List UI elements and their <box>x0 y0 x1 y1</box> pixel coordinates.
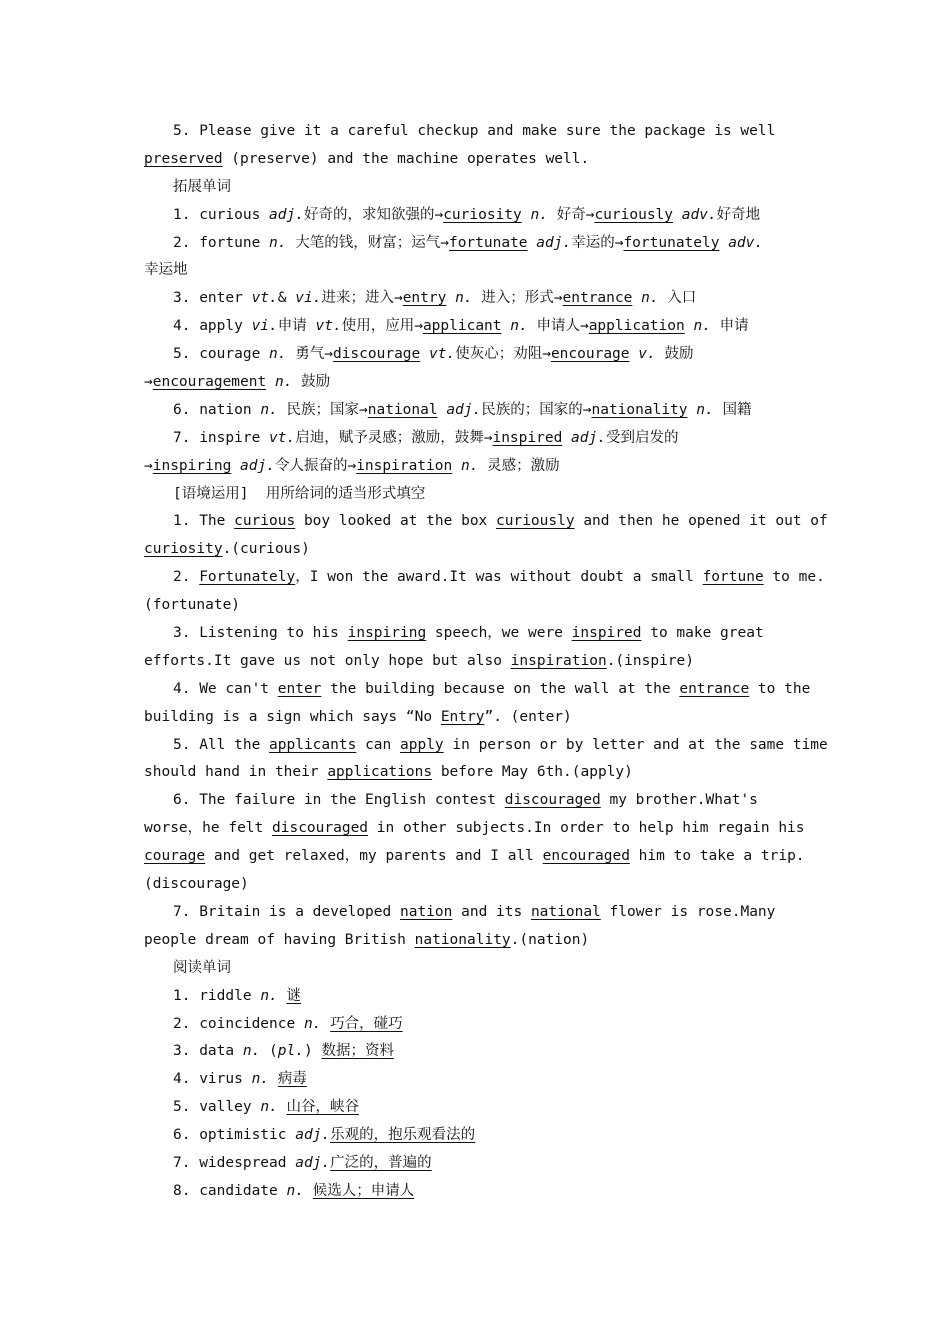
line-text: 2. coincidence <box>173 1015 304 1032</box>
text-line <box>144 341 808 369</box>
answer-text: encourage <box>550 346 630 363</box>
answer-text: entrance <box>562 290 633 307</box>
part-of-speech: n. <box>269 234 287 251</box>
part-of-speech: vt. <box>269 429 296 446</box>
line-text: 申请 <box>710 318 749 335</box>
line-text: the building because on the wall at the <box>321 680 680 697</box>
text-line <box>144 425 808 453</box>
line-text: boy looked at the box <box>295 513 497 530</box>
part-of-speech: pl. <box>277 1043 304 1060</box>
line-text: to the <box>749 680 811 697</box>
line-text: ) <box>303 1043 322 1060</box>
line-text <box>446 290 455 306</box>
line-text: 6. The failure in the English contest <box>173 792 505 809</box>
text-line <box>144 620 808 648</box>
answer-text: curiously <box>594 206 674 223</box>
line-text: 申请人→ <box>527 318 589 335</box>
text-line <box>144 704 808 732</box>
line-text: 8. candidate <box>173 1182 287 1199</box>
line-text <box>630 346 639 362</box>
answer-text: discouraged <box>504 792 601 809</box>
answer-text: curious <box>234 513 296 530</box>
part-of-speech: n. <box>286 1182 304 1199</box>
line-text: [语境运用] 用所给词的适当形式填空 <box>173 485 426 502</box>
answer-text: encouragement <box>152 374 267 391</box>
part-of-speech: adj. <box>446 401 482 418</box>
line-text: 灵感；激励 <box>478 457 560 474</box>
text-line <box>144 230 808 258</box>
line-text: & <box>277 290 296 307</box>
part-of-speech: n. <box>242 1043 261 1060</box>
line-text: 6. nation <box>173 401 261 418</box>
text-line <box>144 1066 808 1094</box>
line-text <box>502 318 511 334</box>
answer-text: discourage <box>332 346 421 363</box>
line-text: 幸运地 <box>144 262 188 279</box>
line-text: worse，he felt <box>144 820 272 837</box>
line-text: people dream of having British <box>144 931 415 948</box>
text-line <box>144 397 808 425</box>
answer-text: 数据；资料 <box>321 1043 394 1060</box>
part-of-speech: vt. <box>315 318 342 335</box>
answer-text: applicant <box>422 318 502 335</box>
line-text: should hand in their <box>144 764 328 781</box>
line-text: speech，we were <box>426 625 572 642</box>
line-text: 4. We can't <box>173 680 278 697</box>
line-text: efforts.It gave us not only hope but also <box>144 652 511 669</box>
line-text: 3. data <box>173 1043 243 1060</box>
line-text: .(nation) <box>510 931 590 948</box>
line-text: 进来；进入→ <box>321 290 403 307</box>
line-text: 7. Britain is a developed <box>173 903 400 920</box>
line-text: 勇气→ <box>286 346 333 363</box>
part-of-speech: adj. <box>536 234 572 251</box>
line-text: 5. valley <box>173 1099 261 1116</box>
line-text: 阅读单词 <box>173 959 231 976</box>
line-text: 3. enter <box>173 290 252 307</box>
text-line <box>144 1178 808 1206</box>
text-line <box>144 759 808 787</box>
text-line <box>144 1011 808 1039</box>
part-of-speech: vi. <box>251 318 278 335</box>
line-text: 民族的；国家的→ <box>481 401 592 418</box>
line-text <box>632 290 641 306</box>
text-line <box>144 676 811 704</box>
line-text: 5. All the <box>173 736 270 753</box>
text-line <box>144 983 808 1011</box>
answer-text: entry <box>402 290 447 307</box>
line-text: 幸运的→ <box>571 234 624 251</box>
line-text: 5. Please give it a careful checkup and make sure the package is well <box>173 123 776 139</box>
answer-text: courage <box>144 848 206 865</box>
line-text <box>231 458 240 474</box>
line-text: (discourage) <box>144 876 249 893</box>
line-text <box>420 346 429 362</box>
part-of-speech: n. <box>260 401 278 418</box>
part-of-speech: n. <box>269 346 287 363</box>
answer-text: 山谷，峡谷 <box>286 1099 360 1116</box>
line-text: 鼓励 <box>655 346 694 363</box>
part-of-speech: v. <box>638 346 656 363</box>
line-text <box>278 1099 287 1115</box>
answer-text: inspiring <box>347 625 427 642</box>
answer-text: Entry <box>440 708 485 725</box>
line-text: 2. fortune <box>173 234 270 251</box>
answer-text: nationality <box>414 931 511 948</box>
answer-text: 巧合，碰巧 <box>330 1015 403 1032</box>
text-line <box>144 955 808 983</box>
part-of-speech: vt. <box>251 290 278 307</box>
part-of-speech: adj. <box>269 206 304 223</box>
part-of-speech: n. <box>460 457 479 474</box>
answer-text: application <box>588 318 685 335</box>
answer-text: encouraged <box>542 848 630 865</box>
answer-text: 病毒 <box>277 1071 307 1088</box>
line-text: ”. (enter) <box>484 708 572 725</box>
answer-text: fortunately <box>623 234 720 251</box>
part-of-speech: n. <box>696 401 714 418</box>
line-text: 好奇的，求知欲强的→ <box>303 206 444 223</box>
part-of-speech: n. <box>455 290 473 307</box>
answer-text: applications <box>327 764 433 781</box>
text-line <box>144 285 808 313</box>
line-text: → <box>144 457 153 474</box>
answer-text: Fortunately <box>199 569 296 586</box>
line-text: and its <box>452 903 531 920</box>
answer-text: nation <box>399 903 453 920</box>
line-text: .(curious) <box>222 541 310 558</box>
text-line <box>144 536 808 564</box>
answer-text: fortune <box>702 569 764 586</box>
text-line <box>144 202 808 230</box>
part-of-speech: n. <box>641 290 659 307</box>
text-line <box>144 369 808 397</box>
line-text: my brother.What's <box>600 792 758 809</box>
line-text: 7. widespread <box>173 1154 296 1171</box>
part-of-speech: adj. <box>240 457 275 474</box>
answer-text: 谜 <box>286 987 302 1004</box>
answer-text: 广泛的，普遍的 <box>330 1154 432 1171</box>
line-text <box>321 1016 330 1032</box>
line-text <box>562 430 571 446</box>
text-line <box>144 648 808 676</box>
part-of-speech: n. <box>303 1015 322 1032</box>
line-text: and then he opened it out of <box>574 513 828 530</box>
line-text: building is a sign which says “No <box>144 708 441 725</box>
text-line <box>144 592 808 620</box>
text-line <box>144 564 825 592</box>
answer-text: applicants <box>269 736 357 753</box>
text-line <box>144 453 808 481</box>
line-text: 使灰心；劝阻→ <box>455 346 551 363</box>
answer-text: inspiring <box>152 457 232 474</box>
line-text: (fortunate) <box>144 597 241 614</box>
line-text: in person or by letter and at the same time <box>443 736 828 753</box>
line-text <box>304 1183 313 1199</box>
text-line <box>144 927 808 955</box>
answer-text: discouraged <box>272 820 369 837</box>
answer-text: 乐观的，抱乐观看法的 <box>330 1127 476 1144</box>
line-text <box>278 988 287 1004</box>
text-line <box>144 899 808 927</box>
part-of-speech: adj. <box>295 1154 331 1171</box>
text-line <box>144 1038 808 1066</box>
line-text <box>719 235 728 251</box>
line-text <box>688 402 697 418</box>
text-line <box>144 815 808 843</box>
line-text: him to take a trip. <box>629 848 805 865</box>
text-line <box>144 1094 808 1122</box>
line-text <box>266 374 275 390</box>
line-text: 启迪，赋予灵感；激励，鼓舞→ <box>295 429 493 446</box>
line-text: 大笔的钱，财富；运气→ <box>286 234 449 251</box>
line-text: flower is rose.Many <box>600 903 776 920</box>
line-text: 进入；形式→ <box>472 290 563 307</box>
part-of-speech: n. <box>260 987 278 1004</box>
part-of-speech: adv. <box>681 206 717 223</box>
line-text: in other subjects.In order to help him regain his <box>368 820 805 837</box>
part-of-speech: vt. <box>429 346 456 363</box>
part-of-speech: adj. <box>295 1127 331 1144</box>
part-of-speech: adv. <box>728 234 764 251</box>
text-line <box>144 843 808 871</box>
answer-text: enter <box>277 680 322 697</box>
answer-text: inspiration <box>356 457 453 474</box>
part-of-speech: n. <box>260 1099 278 1116</box>
part-of-speech: n. <box>251 1071 270 1088</box>
part-of-speech: adj. <box>571 429 606 446</box>
answer-text: national <box>530 903 601 920</box>
line-text: 好奇→ <box>547 206 595 223</box>
text-line <box>144 313 808 341</box>
part-of-speech: n. <box>274 374 293 391</box>
part-of-speech: n. <box>510 318 528 335</box>
line-text: 使用，应用→ <box>341 318 423 335</box>
line-text: can <box>356 736 400 753</box>
text-line <box>144 118 808 146</box>
line-text: to make great <box>641 625 764 642</box>
line-text: 入口 <box>658 290 697 307</box>
line-text: 1. The <box>173 513 235 530</box>
text-line <box>144 146 808 174</box>
line-text: ( <box>260 1043 278 1060</box>
line-text: 4. apply <box>173 318 252 335</box>
line-text: 拓展单词 <box>173 178 231 195</box>
line-text: (preserve) and the machine operates well. <box>222 150 590 167</box>
answer-text: 候选人；申请人 <box>312 1182 415 1199</box>
answer-text: entrance <box>679 680 750 697</box>
text-line <box>144 174 808 202</box>
answer-text: inspired <box>492 429 563 446</box>
document-page <box>144 118 828 1206</box>
line-text: 3. Listening to his <box>173 625 348 642</box>
part-of-speech: n. <box>530 206 548 223</box>
line-text: 1. curious <box>173 206 270 223</box>
answer-text: curiously <box>496 513 575 530</box>
text-line <box>144 871 808 899</box>
line-text <box>673 207 682 223</box>
line-text: 1. riddle <box>173 987 261 1004</box>
text-line <box>144 257 808 285</box>
answer-text: national <box>367 401 438 418</box>
answer-text: nationality <box>591 401 688 418</box>
answer-text: apply <box>400 736 444 753</box>
line-text <box>522 207 531 223</box>
text-line <box>144 508 828 536</box>
line-text: 4. virus <box>173 1071 252 1088</box>
line-text: → <box>144 374 153 391</box>
line-text: 国籍 <box>713 401 752 418</box>
line-text <box>452 458 461 474</box>
line-text: ，I won the award.It was without doubt a small <box>295 569 703 586</box>
line-text: 6. optimistic <box>173 1127 296 1144</box>
answer-text: inspired <box>571 625 642 642</box>
text-line <box>144 787 808 815</box>
line-text: 2. <box>173 569 200 586</box>
line-text: before May 6th.(apply) <box>432 764 633 781</box>
line-text <box>528 235 537 251</box>
line-text: and get relaxed，my parents and I all <box>205 848 543 865</box>
line-text: 民族；国家→ <box>277 401 368 418</box>
line-text <box>269 1071 278 1087</box>
answer-text: curiosity <box>443 206 522 223</box>
answer-text: curiosity <box>144 541 223 558</box>
text-line <box>144 1122 808 1150</box>
line-text: 鼓励 <box>292 374 331 391</box>
text-line <box>144 481 808 509</box>
part-of-speech: n. <box>693 318 711 335</box>
line-text: 好奇地 <box>716 206 761 223</box>
answer-text: inspiration <box>510 652 607 669</box>
line-text: 申请 <box>277 318 316 335</box>
line-text: to me. <box>763 569 825 586</box>
line-text: .(inspire) <box>606 652 694 669</box>
line-text: 受到启发的 <box>605 429 679 446</box>
text-line <box>144 732 828 760</box>
line-text: 令人振奋的→ <box>274 457 357 474</box>
line-text: 5. courage <box>173 346 270 363</box>
line-text: 7. inspire <box>173 429 270 446</box>
answer-text: fortunate <box>448 234 528 251</box>
text-line <box>144 1150 808 1178</box>
answer-text: preserved <box>144 150 223 167</box>
part-of-speech: vi. <box>295 290 322 307</box>
